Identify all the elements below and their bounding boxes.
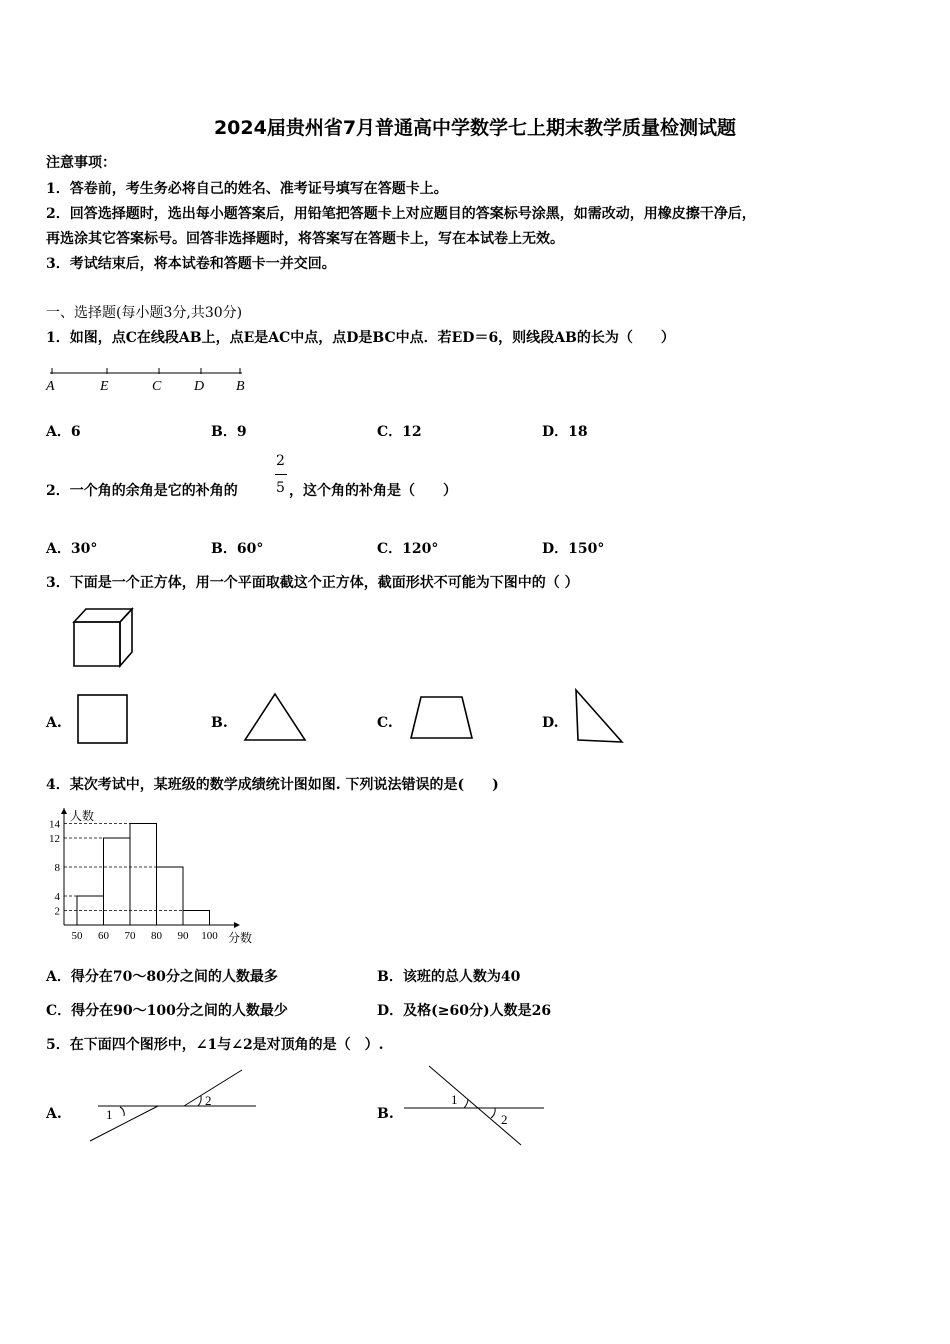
- x-tick-90: 90: [177, 930, 189, 942]
- angle-2-label: 2: [205, 1093, 212, 1108]
- x-tick-50: 50: [71, 930, 83, 942]
- q2-option-a: A．30°: [46, 541, 98, 557]
- point-label-e: E: [100, 379, 109, 394]
- notice-item-2-cont: 再选涂其它答案标号。回答非选择题时，将答案写在答题卡上，写在本试卷上无效。: [46, 231, 564, 247]
- q2-option-c: C．120°: [377, 541, 439, 557]
- q5-figure-b: [400, 1062, 548, 1148]
- x-tick-80: 80: [151, 930, 162, 942]
- y-tick-4: 4: [54, 891, 60, 903]
- cube-figure: [70, 604, 140, 670]
- section-heading: 一、选择题(每小题3分,共30分): [46, 305, 243, 321]
- triangle-shape: [242, 690, 308, 744]
- angle-1-label: 1: [106, 1107, 113, 1122]
- q4-option-c: C．得分在90～100分之间的人数最少: [46, 1003, 288, 1019]
- q2-option-b: B．60°: [211, 541, 264, 557]
- y-tick-2: 2: [54, 905, 60, 918]
- q2-fraction-numerator: 2: [276, 453, 285, 469]
- y-axis-arrow: [61, 808, 67, 814]
- notice-item-3: 3．考试结束后，将本试卷和答题卡一并交回。: [46, 256, 336, 272]
- bar-60-70: [104, 838, 131, 925]
- notice-item-1: 1．答卷前，考生务必将自己的姓名、准考证号填写在答题卡上。: [46, 181, 448, 197]
- q5-option-a-label: A.: [46, 1106, 62, 1122]
- y-axis-label: 人数: [70, 809, 95, 823]
- q2-option-d: D．150°: [542, 541, 605, 557]
- page-title: 2024届贵州省7月普通高中学数学七上期末教学质量检测试题: [213, 117, 737, 139]
- point-label-b: B: [236, 379, 245, 394]
- q2-text-after: ，这个角的补角是（ ）: [289, 483, 457, 499]
- bar-80-90: [157, 867, 184, 925]
- notice-item-2: 2．回答选择题时，选出每小题答案后，用铅笔把答题卡上对应题目的答案标号涂黑，如需改动，用橡皮擦干净后，: [46, 206, 756, 222]
- trapezoid-shape: [407, 694, 475, 742]
- q1-option-d: D．18: [542, 424, 588, 440]
- q3-option-c-label: C.: [377, 715, 393, 731]
- q4-option-d: D．及格(≥60分)人数是26: [377, 1003, 552, 1019]
- q5-text: 5．在下面四个图形中，∠1与∠2是对顶角的是（ ）.: [46, 1037, 384, 1053]
- q1-text: 1．如图，点C在线段AB上，点E是AC中点，点D是BC中点．若ED＝6，则线段AB的长为（ ）: [46, 330, 675, 346]
- point-label-c: C: [152, 379, 162, 394]
- q2-fraction-denominator: 5: [276, 480, 285, 496]
- q3-option-b-label: B.: [211, 715, 228, 731]
- q4-text: 4．某次考试中，某班级的数学成绩统计图如图. 下列说法错误的是( ): [46, 777, 499, 793]
- score-histogram: [40, 804, 260, 949]
- q1-segment-figure: [44, 365, 254, 395]
- x-tick-70: 70: [124, 930, 136, 942]
- right-triangle-shape: [572, 688, 626, 746]
- angle-1-label: 1: [451, 1092, 458, 1107]
- notice-heading: 注意事项：: [46, 155, 116, 171]
- q2-fraction-bar: [275, 474, 287, 475]
- point-label-d: D: [194, 379, 205, 394]
- bar-90-100: [183, 911, 210, 926]
- y-tick-12: 12: [49, 833, 60, 845]
- point-label-a: A: [46, 379, 55, 394]
- q1-option-a: A．6: [46, 424, 81, 440]
- q1-option-c: C．12: [377, 424, 422, 440]
- y-tick-14: 14: [49, 818, 60, 831]
- x-tick-60: 60: [98, 930, 109, 942]
- q4-option-a: A．得分在70～80分之间的人数最多: [46, 969, 278, 985]
- q5-option-b-label: B.: [377, 1106, 394, 1122]
- angle-2-label: 2: [501, 1112, 508, 1127]
- q2-text-before: 2．一个角的余角是它的补角的: [46, 483, 238, 499]
- y-tick-8: 8: [54, 862, 60, 874]
- q3-option-d-label: D.: [542, 715, 559, 731]
- q3-option-a-label: A.: [46, 715, 62, 731]
- x-axis-arrow: [234, 922, 240, 928]
- q1-option-b: B．9: [211, 424, 247, 440]
- q3-text: 3．下面是一个正方体，用一个平面取截这个正方体，截面形状不可能为下图中的（ ）: [46, 575, 579, 591]
- q4-option-b: B．该班的总人数为40: [377, 969, 521, 985]
- x-axis-label: 分数: [228, 931, 253, 945]
- x-tick-100: 100: [201, 930, 218, 942]
- bar-70-80: [130, 824, 157, 926]
- q5-figure-a: [84, 1064, 262, 1146]
- square-shape: [76, 692, 130, 746]
